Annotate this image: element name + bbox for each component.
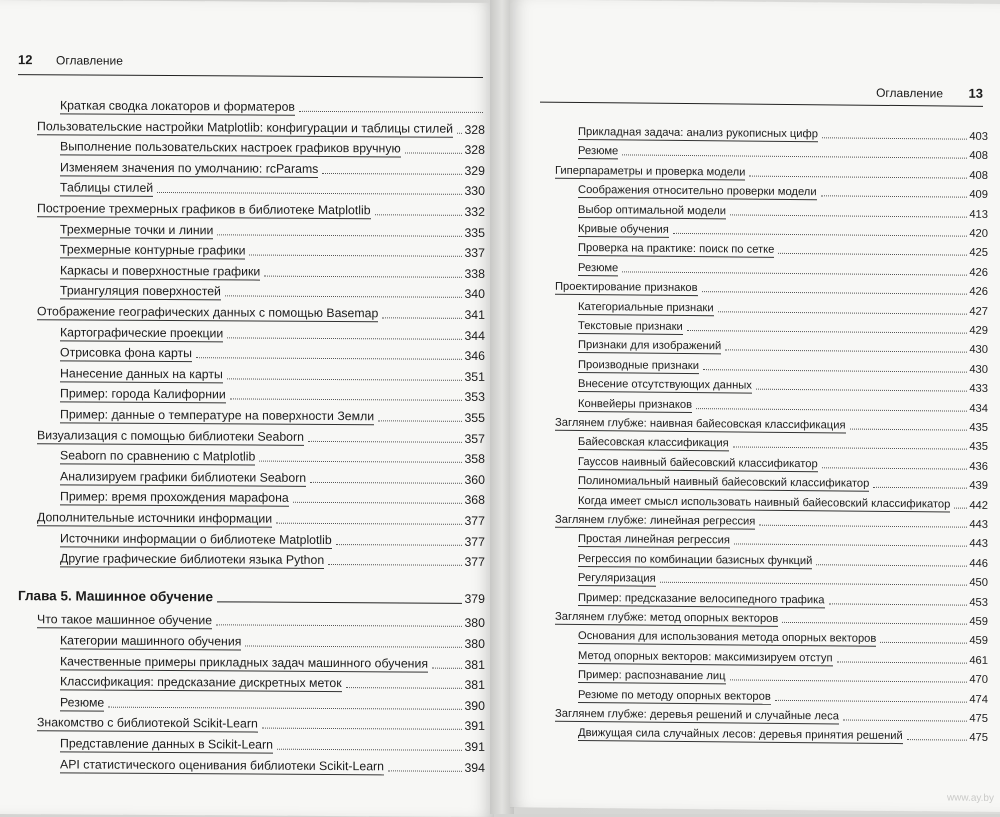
- toc-leader-dots: [821, 194, 968, 197]
- toc-entry-title: Таблицы стилей: [60, 180, 154, 196]
- toc-page-number: 390: [464, 698, 485, 713]
- toc-page-number: 470: [969, 673, 988, 687]
- toc-subsection-entry: [60, 323, 485, 344]
- toc-subsection-entry: [578, 122, 988, 144]
- toc-leader-dots: [775, 698, 968, 702]
- toc-leader-dots: [725, 349, 967, 353]
- toc-subsection-entry: [578, 665, 988, 687]
- left-page-number: 12: [18, 52, 33, 68]
- toc-page-number: 344: [464, 328, 485, 343]
- toc-page-number: 409: [969, 188, 988, 202]
- toc-page-number: 328: [464, 122, 485, 137]
- toc-page-number: 340: [464, 287, 485, 302]
- toc-leader-dots: [703, 368, 967, 373]
- toc-section-entry: [37, 117, 485, 138]
- toc-page-number: 358: [464, 452, 485, 467]
- toc-subsection-entry: [60, 364, 485, 385]
- toc-subsection-entry: [60, 550, 485, 571]
- toc-page-number: 346: [464, 349, 485, 364]
- toc-page-number: 332: [464, 204, 485, 219]
- toc-page-number: 450: [969, 576, 988, 590]
- toc-entry-title: Заглянем глубже: метод опорных векторов: [555, 610, 779, 625]
- toc-leader-dots: [375, 213, 463, 216]
- toc-entry-title: Нанесение данных на карты: [60, 366, 223, 382]
- toc-leader-dots: [850, 428, 968, 431]
- toc-subsection-entry: [578, 529, 988, 551]
- toc-entry-title: Регуляризация: [578, 572, 656, 585]
- toc-entry-title: API статистического оценивания библиотеки Scikit-Learn: [60, 756, 384, 773]
- toc-leader-dots: [759, 524, 967, 528]
- toc-subsection-entry: [578, 200, 988, 222]
- toc-subsection-entry: [578, 219, 988, 241]
- toc-section-entry: [37, 611, 485, 632]
- toc-entry-title: Выполнение пользовательских настроек графиков вручную: [60, 139, 401, 156]
- toc-entry-title: Пример: предсказание велосипедного трафика: [578, 591, 825, 606]
- toc-entry-title: Отрисовка фона карты: [60, 345, 192, 361]
- toc-entry-title: Резюме по методу опорных векторов: [578, 688, 771, 703]
- toc-page-number: 377: [464, 534, 485, 549]
- toc-page-number: 394: [464, 760, 485, 775]
- toc-leader-dots: [216, 624, 462, 628]
- toc-page-number: 446: [969, 557, 988, 570]
- toc-page-number: 461: [969, 654, 988, 667]
- toc-page-number: 433: [969, 382, 988, 396]
- toc-entry-title: Построение трехмерных графиков в библиотеке Matplotlib: [37, 201, 371, 218]
- left-page-header-title: Оглавление: [56, 53, 123, 68]
- toc-page-number: 427: [969, 305, 988, 318]
- toc-page-number: 474: [969, 693, 988, 706]
- toc-leader-dots: [843, 718, 967, 721]
- toc-leader-dots: [837, 660, 968, 663]
- toc-entry-title: Проверка на практике: поиск по сетке: [578, 242, 775, 257]
- toc-subsection-entry: [578, 646, 988, 668]
- toc-subsection-entry: [60, 241, 485, 262]
- toc-leader-dots: [308, 439, 463, 442]
- toc-leader-dots: [730, 679, 968, 683]
- toc-page-number: 338: [464, 266, 485, 281]
- toc-section-entry: [37, 714, 485, 735]
- toc-subsection-entry: [60, 755, 485, 776]
- toc-page-number: 408: [969, 150, 988, 163]
- toc-section-entry: [37, 302, 485, 323]
- toc-subsection-entry: [578, 491, 988, 513]
- toc-leader-dots: [299, 110, 483, 113]
- toc-entry-title: Классификация: предсказание дискретных меток: [60, 674, 342, 691]
- toc-page-number: 328: [464, 143, 485, 158]
- toc-subsection-entry: [578, 549, 988, 571]
- toc-leader-dots: [249, 254, 462, 257]
- toc-entry-title: Качественные примеры прикладных задач машинного обучения: [60, 653, 428, 671]
- toc-entry-title: Визуализация с помощью библиотеки Seaborn: [37, 427, 304, 444]
- toc-subsection-entry: [578, 626, 988, 648]
- toc-page-number: 475: [969, 732, 988, 745]
- left-toc-list: [0, 0, 494, 817]
- toc-leader-dots: [778, 252, 967, 256]
- toc-leader-dots: [293, 501, 463, 504]
- toc-entry-title: Заглянем глубже: деревья решений и случайные леса: [555, 707, 839, 723]
- toc-page-number: 377: [464, 555, 485, 570]
- toc-entry-title: Производные признаки: [578, 358, 699, 372]
- toc-page-number: 435: [969, 421, 988, 434]
- toc-leader-dots: [687, 329, 968, 334]
- toc-leader-dots: [225, 295, 463, 298]
- toc-subsection-entry: [60, 179, 485, 200]
- toc-entry-title: Текстовые признаки: [578, 319, 683, 333]
- toc-page-number: 381: [464, 678, 485, 693]
- toc-leader-dots: [310, 481, 462, 484]
- toc-leader-dots: [328, 563, 462, 566]
- toc-entry-title: Кривые обучения: [578, 222, 669, 236]
- toc-section-entry: [555, 277, 988, 299]
- toc-leader-dots: [829, 602, 968, 605]
- toc-page-number: 459: [969, 635, 988, 648]
- toc-entry-title: Seaborn по сравнению с Matplotlib: [60, 448, 256, 464]
- toc-subsection-entry: [578, 335, 988, 357]
- toc-entry-title: Знакомство с библиотекой Scikit-Learn: [37, 715, 258, 731]
- toc-section-entry: [555, 607, 988, 629]
- toc-entry-title: Гиперпараметры и проверка модели: [555, 164, 746, 179]
- toc-leader-dots: [873, 486, 967, 489]
- toc-page-number: 408: [969, 169, 988, 182]
- toc-page-number: 391: [464, 739, 485, 754]
- toc-page-number: 341: [464, 307, 485, 322]
- toc-page-number: 430: [969, 363, 988, 376]
- toc-page-number: 391: [464, 719, 485, 734]
- toc-section-entry: [37, 426, 485, 447]
- toc-page-number: 380: [464, 636, 485, 651]
- toc-entry-title: Заглянем глубже: линейная регрессия: [555, 513, 756, 528]
- toc-page-number: 381: [464, 657, 485, 672]
- toc-leader-dots: [336, 543, 463, 546]
- toc-subsection-entry: [60, 405, 485, 426]
- toc-page-number: 377: [464, 513, 485, 528]
- toc-entry-title: Признаки для изображений: [578, 339, 722, 353]
- toc-entry-title: Триангуляция поверхностей: [60, 283, 221, 299]
- toc-entry-title: Глава 5. Машинное обучение: [18, 587, 213, 605]
- toc-entry-title: Источники информации о библиотеке Matplotlib: [60, 530, 332, 547]
- toc-leader-dots: [880, 641, 967, 644]
- toc-page-number: 425: [969, 247, 988, 260]
- toc-entry-title: Простая линейная регрессия: [578, 533, 730, 547]
- toc-page-number: 413: [969, 208, 988, 221]
- toc-leader-dots: [730, 213, 967, 217]
- toc-subsection-entry: [578, 588, 988, 610]
- toc-page-number: 360: [464, 472, 485, 487]
- toc-subsection-entry: [60, 138, 485, 159]
- watermark: www.ay.by: [946, 792, 994, 804]
- right-toc-list: [510, 0, 1000, 812]
- toc-section-entry: [555, 510, 988, 532]
- toc-subsection-entry: [60, 529, 485, 550]
- toc-entry-title: Пример: распознавание лиц: [578, 669, 726, 683]
- toc-leader-dots: [749, 174, 967, 178]
- toc-subsection-entry: [578, 685, 988, 707]
- toc-entry-title: Резюме: [578, 145, 619, 158]
- toc-entry-title: Дополнительные источники информации: [37, 510, 273, 526]
- toc-page-number: 337: [464, 246, 485, 261]
- toc-entry-title: Заглянем глубже: наивная байесовская классификация: [555, 416, 846, 432]
- toc-leader-dots: [382, 316, 462, 318]
- toc-section-entry: [555, 704, 988, 726]
- toc-leader-dots: [734, 543, 967, 547]
- toc-subsection-entry: [60, 158, 485, 179]
- toc-entry-title: Краткая сводка локаторов и форматеров: [60, 98, 295, 114]
- toc-page-number: 442: [969, 499, 988, 512]
- toc-page-number: 355: [464, 410, 485, 425]
- chapter-heading: [18, 586, 485, 607]
- toc-leader-dots: [405, 152, 463, 154]
- toc-subsection-entry: [578, 432, 988, 454]
- toc-entry-title: Трехмерные точки и линии: [60, 221, 214, 237]
- right-page-number: 13: [968, 85, 983, 101]
- toc-entry-title: Когда имеет смысл использовать наивный байесовский классификатор: [578, 494, 951, 511]
- toc-subsection-entry: [60, 385, 485, 406]
- toc-subsection-entry: [578, 355, 988, 377]
- toc-entry-title: Резюме: [60, 695, 105, 710]
- toc-leader-dots: [733, 446, 968, 450]
- toc-section-entry: [37, 508, 485, 529]
- toc-leader-dots: [822, 136, 967, 139]
- toc-page-number: 357: [464, 431, 485, 446]
- right-page: [510, 0, 1000, 812]
- toc-page-number: 439: [969, 479, 988, 493]
- toc-leader-dots: [660, 581, 968, 586]
- toc-leader-dots: [259, 460, 462, 463]
- toc-leader-dots: [217, 233, 462, 236]
- toc-subsection-entry: [60, 673, 485, 694]
- toc-subsection-entry: [60, 447, 485, 468]
- right-page-header-title: Оглавление: [876, 85, 943, 101]
- toc-leader-dots: [346, 686, 463, 689]
- toc-entry-title: Картографические проекции: [60, 324, 224, 340]
- toc-page-number: 475: [969, 712, 988, 725]
- toc-subsection-entry: [578, 568, 988, 590]
- toc-subsection-entry: [578, 374, 988, 396]
- toc-page-number: 403: [969, 130, 988, 143]
- toc-subsection-entry: [578, 316, 988, 338]
- toc-leader-dots: [388, 769, 462, 771]
- toc-subsection-entry: [578, 471, 988, 493]
- toc-subsection-entry: [578, 238, 988, 260]
- toc-entry-title: Трехмерные контурные графики: [60, 242, 246, 258]
- toc-leader-dots: [954, 506, 967, 508]
- toc-leader-dots: [718, 310, 968, 314]
- toc-page-number: 443: [969, 538, 988, 551]
- toc-entry-title: Внесение отсутствующих данных: [578, 378, 752, 392]
- toc-leader-dots: [277, 748, 463, 751]
- toc-leader-dots: [230, 398, 463, 401]
- toc-page-number: 453: [969, 596, 988, 609]
- toc-entry-title: Изменяем значения по умолчанию: rcParams: [60, 160, 319, 176]
- toc-entry-title: Что такое машинное обучение: [37, 612, 213, 628]
- toc-page-number: 459: [969, 615, 988, 628]
- toc-entry-title: Движущая сила случайных лесов: деревья принятия решений: [578, 727, 903, 743]
- toc-page-number: 329: [464, 163, 485, 178]
- toc-page-number: 436: [969, 460, 988, 473]
- toc-entry-title: Прикладная задача: анализ рукописных цифр: [578, 125, 818, 141]
- toc-subsection-entry: [60, 631, 485, 652]
- toc-entry-title: Категориальные признаки: [578, 300, 714, 314]
- toc-leader-dots: [227, 377, 463, 380]
- toc-entry-title: Регрессия по комбинации базисных функций: [578, 552, 813, 567]
- toc-subsection-entry: [578, 394, 988, 416]
- toc-leader-dots: [227, 336, 462, 339]
- toc-subsection-entry: [60, 282, 485, 303]
- toc-leader-dots: [108, 705, 462, 709]
- toc-entry-title: Пример: время прохождения марафона: [60, 489, 289, 506]
- toc-page-number: 434: [969, 402, 988, 415]
- toc-leader-dots: [378, 419, 462, 422]
- toc-leader-dots: [696, 407, 967, 412]
- toc-leader-dots: [457, 131, 462, 133]
- toc-entry-title: Проектирование признаков: [555, 280, 698, 295]
- left-page: [0, 0, 494, 817]
- toc-entry-title: Представление данных в Scikit-Learn: [60, 736, 273, 752]
- toc-entry-title: Выбор оптимальной модели: [578, 203, 726, 217]
- toc-leader-dots: [702, 290, 968, 295]
- toc-leader-dots: [276, 522, 462, 525]
- toc-subsection-entry: [60, 261, 485, 282]
- toc-entry-title: Каркасы и поверхностные графики: [60, 263, 261, 279]
- toc-section-entry: [555, 413, 988, 435]
- toc-subsection-entry: [578, 141, 988, 163]
- toc-leader-dots: [622, 154, 967, 159]
- toc-subsection-entry: [60, 734, 485, 755]
- toc-page-number: 420: [969, 227, 988, 240]
- toc-subsection-entry: [60, 652, 485, 673]
- toc-subsection-entry: [60, 467, 485, 488]
- toc-entry-title: Пользовательские настройки Matplotlib: конфигурации и таблицы стилей: [37, 118, 454, 136]
- toc-subsection-entry: [60, 488, 485, 509]
- toc-subsection-entry: [60, 220, 485, 241]
- toc-leader-dots: [264, 274, 462, 277]
- toc-entry-title: Метод опорных векторов: максимизируем отступ: [578, 649, 833, 665]
- toc-entry-title: Основания для использования метода опорных векторов: [578, 630, 877, 646]
- toc-page-number: 435: [969, 441, 988, 454]
- toc-page-number: 380: [464, 616, 485, 631]
- toc-entry-title: Конвейеры признаков: [578, 397, 693, 411]
- toc-subsection-entry: [578, 297, 988, 319]
- toc-page-number: 426: [969, 285, 988, 299]
- toc-entry-title: Пример: данные о температуре на поверхности Земли: [60, 407, 375, 424]
- toc-entry-title: Пример: города Калифорнии: [60, 386, 226, 402]
- toc-leader-dots: [673, 232, 968, 237]
- toc-entry-title: Соображения относительно проверки модели: [578, 184, 817, 199]
- toc-entry-title: Анализируем графики библиотеки Seaborn: [60, 469, 307, 485]
- toc-subsection-entry: [60, 344, 485, 365]
- toc-page-number: 368: [464, 493, 485, 508]
- toc-section-entry: [37, 199, 485, 220]
- toc-leader-dots: [822, 466, 968, 469]
- toc-page-number: 429: [969, 324, 988, 337]
- toc-entry-title: Отображение географических данных с помощью Basemap: [37, 304, 379, 321]
- toc-leader-dots: [756, 388, 967, 392]
- toc-entry-title: Резюме: [578, 261, 619, 275]
- toc-page-number: 330: [464, 184, 485, 199]
- toc-subsection-entry: [60, 96, 485, 117]
- toc-entry-title: Байесовская классификация: [578, 436, 729, 450]
- toc-subsection-entry: [578, 723, 988, 745]
- toc-section-entry: [555, 161, 988, 183]
- toc-entry-title: Полиномиальный наивный байесовский классификатор: [578, 475, 870, 490]
- toc-leader-dots: [322, 172, 462, 175]
- toc-subsection-entry: [60, 693, 485, 714]
- toc-page-number: 430: [969, 344, 988, 357]
- toc-leader-dots: [245, 644, 462, 647]
- toc-leader-dots: [622, 270, 967, 275]
- toc-leader-dots: [782, 621, 967, 625]
- toc-page-number: 426: [969, 266, 988, 279]
- toc-page-number: 443: [969, 518, 988, 531]
- toc-entry-title: Другие графические библиотеки языка Python: [60, 551, 325, 568]
- toc-page-number: 335: [464, 225, 485, 240]
- toc-leader-dots: [432, 666, 462, 668]
- toc-leader-dots: [157, 191, 462, 195]
- toc-entry-title: Гауссов наивный байесовский классификатор: [578, 455, 818, 471]
- toc-page-number: 379: [464, 591, 485, 606]
- toc-page-number: 351: [464, 369, 485, 384]
- toc-leader-dots: [816, 563, 967, 566]
- toc-subsection-entry: [578, 452, 988, 474]
- toc-leader-dots: [217, 600, 463, 603]
- toc-page-number: 353: [464, 390, 485, 405]
- toc-subsection-entry: [578, 258, 988, 280]
- toc-leader-dots: [196, 356, 462, 360]
- toc-leader-dots: [907, 738, 968, 741]
- toc-subsection-entry: [578, 180, 988, 202]
- toc-entry-title: Категории машинного обучения: [60, 633, 242, 649]
- toc-leader-dots: [262, 727, 463, 730]
